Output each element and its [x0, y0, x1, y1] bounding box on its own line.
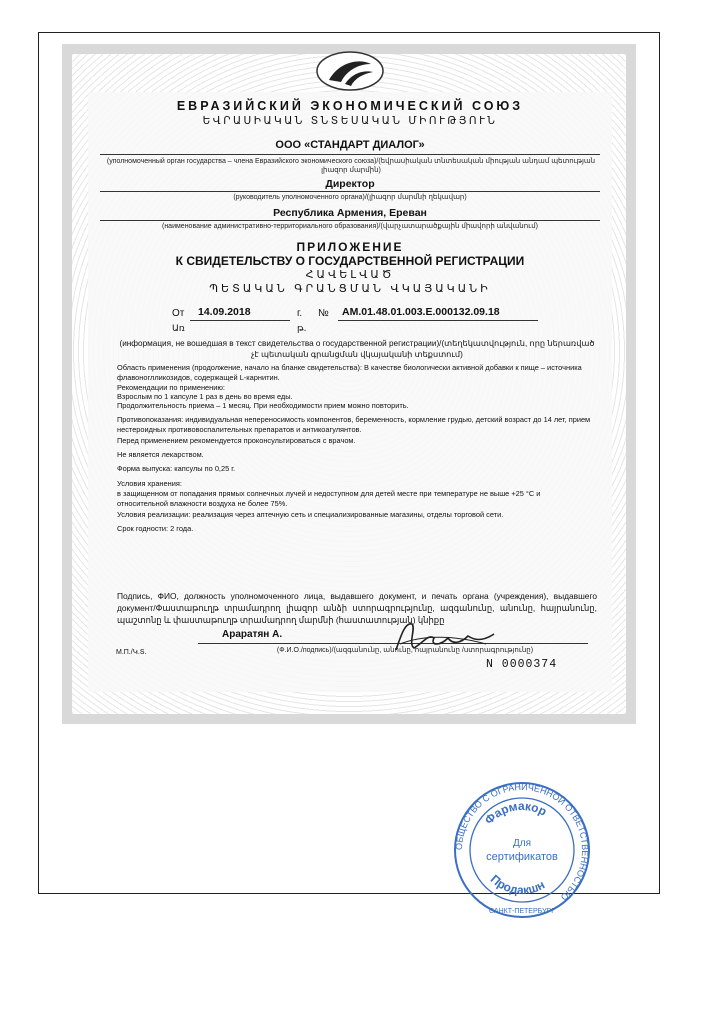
position-line	[100, 191, 600, 192]
release-form: Форма выпуска: капсулы по 0,25 г.	[117, 464, 236, 473]
organization-name: ООО «СТАНДАРТ ДИАЛОГ»	[275, 139, 425, 151]
position: Директор	[325, 178, 375, 190]
year-label-am: թ.	[297, 324, 307, 334]
contraindications: Противопоказания: индивидуальная непереносимость компонентов, беременность, кормление грудью, детский возраст до 14 лет, прием нестероидных противовоспалительных препаратов и антикоагулянтов.	[117, 415, 591, 434]
position-note: (руководитель уполномоченного органа)/(լիազոր մարմնի ղեկավար)	[233, 194, 467, 201]
sale-conditions: Условия реализации: реализация через аптечную сеть и специализированные магазины, отделы торговой сети.	[117, 510, 504, 519]
signer-name: Араратян А.	[222, 629, 283, 640]
consultation-note: Перед применением рекомендуется проконсультироваться с врачом.	[117, 436, 356, 445]
organization-line	[100, 154, 600, 155]
svg-text:Фармакор	[482, 799, 549, 827]
year-label: г.	[297, 308, 303, 319]
from-label: От	[172, 308, 185, 319]
recommendations-title: Рекомендации по применению:	[117, 383, 225, 392]
seal-top-text: Фармакор	[481, 798, 550, 828]
number-label: №	[318, 308, 329, 319]
number-line	[338, 320, 538, 321]
eaeu-emblem-icon	[315, 50, 385, 92]
location-line	[100, 220, 600, 221]
seal-outer-text: ОБЩЕСТВО С ОГРАНИЧЕННОЙ ОТВЕТСТВЕННОСТЬЮ	[453, 781, 591, 903]
application-area: Область применения (продолжение, начало на бланке свидетельства): В качестве биологически активной добавки к пище – источника флавоноглликозидов, содержащей L-карнитин.	[117, 363, 582, 382]
not-a-drug-note: Не является лекарством.	[117, 450, 204, 459]
union-title-am: ԵՎՐԱՍԻԱԿԱՆ ՏՆՏԵՍԱԿԱՆ ՄԻՈՒԹՅՈՒՆ	[202, 115, 498, 127]
recommendations-duration: Продолжительность приема – 1 месяц. При необходимости прием можно повторить.	[117, 401, 409, 410]
location: Республика Армения, Ереван	[273, 207, 427, 219]
info-note: (информация, не вошедшая в текст свидетельства о государственной регистрации)/(տեղեկատվություն, որը ներառված չէ պետական գրանցման վկայականի տեքստում)	[119, 339, 595, 359]
storage-title: Условия хранения:	[117, 479, 182, 488]
signature-instruction: Подпись, ФИО, должность уполномоченного лица, выдавшего документ, и печать органа (учреждения), выдавшего документ/Փաստաթուղթ տրամադրող լիազոր անձի ստորագրությունը, ազգանունը, անունը, հայրանունը, պաշտոնը և փաստաթուղթ տրամադրող մարմնի (հաստատության) կնիքը	[117, 591, 597, 625]
title-certificate-am: ՊԵՏԱԿԱՆ ԳՐԱՆՑՄԱՆ ՎԿԱՅԱԿԱՆԻ	[209, 282, 491, 295]
from-label-am: Առ	[172, 324, 185, 334]
title-appendix-am: ՀԱՎԵԼՎԱԾ	[305, 268, 395, 281]
stamp-place: М.П./Կ.Տ.	[116, 649, 147, 656]
date-line	[190, 320, 290, 321]
shelf-life: Срок годности: 2 года.	[117, 524, 194, 533]
seal-city: САНКТ-ПЕТЕРБУРГ	[489, 908, 555, 915]
svg-text:Продакшн	[488, 872, 547, 897]
storage-conditions: в защищенном от попадания прямых солнечных лучей и недоступном для детей месте при температуре не выше +25 °С и относительной влажности воздуха не более 75%.	[117, 489, 541, 508]
serial-number: N 0000374	[486, 658, 558, 671]
registration-date: 14.09.2018	[198, 306, 251, 318]
registration-number: AM.01.48.01.003.E.000132.09.18	[342, 306, 500, 318]
round-stamp-seal	[452, 780, 592, 920]
title-certificate: К СВИДЕТЕЛЬСТВУ О ГОСУДАРСТВЕННОЙ РЕГИСТРАЦИИ	[175, 254, 525, 268]
union-title-ru: ЕВРАЗИЙСКИЙ ЭКОНОМИЧЕСКИЙ СОЮЗ	[176, 99, 524, 113]
seal-center-line2: сертификатов	[486, 851, 558, 863]
location-note: (наименование административно-территориального образования)/(վարչատարածքային միավորի անվանում)	[161, 223, 538, 230]
seal-bottom-text: Продакшн	[487, 872, 548, 898]
title-appendix: ПРИЛОЖЕНИЕ	[296, 240, 404, 254]
organization-note: (уполномоченный орган государства – члена Евразийского экономического союза)/(եվրասիական տնտեսական միության անդամ պետության լիազոր մարմին)	[106, 158, 596, 174]
recommendations-dose: Взрослым по 1 капсуле 1 раз в день во время еды.	[117, 392, 293, 401]
seal-center-line1: Для	[512, 838, 532, 849]
signer-note: (Ф.И.О./подпись)/(ազգանունը, անունը, հայրանունը /ստորագրությունը)	[276, 647, 534, 654]
